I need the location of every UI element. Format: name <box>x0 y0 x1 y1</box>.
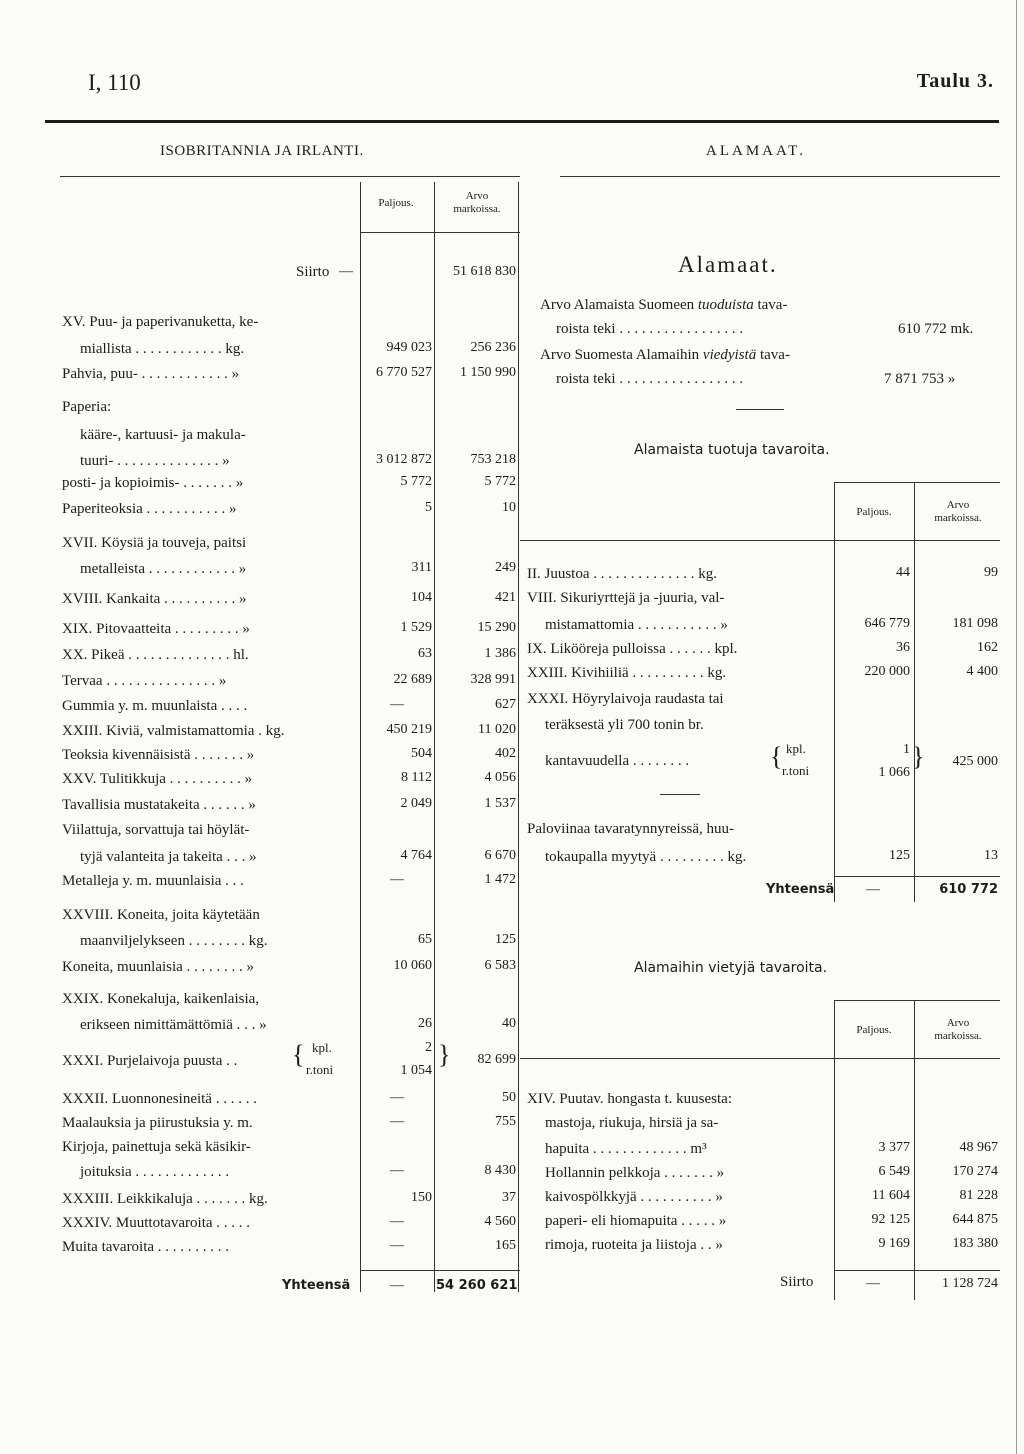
row-value: 1 386 <box>484 646 516 661</box>
imports-title: Alamaista tuotuja tavaroita. <box>634 442 830 458</box>
row-label: maanviljelykseen . . . . . . . . kg. <box>80 933 268 949</box>
row-label: Pahvia, puu- . . . . . . . . . . . . » <box>62 366 240 382</box>
row-value: 37 <box>502 1190 516 1205</box>
row-qty: 22 689 <box>393 672 432 687</box>
row-value: 4 560 <box>484 1214 516 1229</box>
row-qty: 2 049 <box>400 796 432 811</box>
row-label: XV. Puu- ja paperivanuketta, ke- <box>62 314 259 330</box>
row-label: kantavuudella . . . . . . . . <box>545 753 690 769</box>
exp-siirto-rule <box>834 1270 1000 1271</box>
row-value: 256 236 <box>470 340 516 355</box>
row-value: 4 400 <box>966 664 998 679</box>
row-value: 421 <box>495 590 516 605</box>
row-label: Viilattuja, sorvattuja tai höylät- <box>62 822 250 838</box>
imp-total-label: Yhteensä <box>766 882 835 897</box>
hoyry-value: 425 000 <box>952 754 998 769</box>
exp-head-bottom-rule <box>520 1058 1000 1059</box>
row-qty: 450 219 <box>386 722 432 737</box>
row-qty: — <box>390 1238 404 1253</box>
purje-brace-left: { <box>292 1040 305 1069</box>
row-label: VIII. Sikuriyrttejä ja -juuria, val- <box>527 590 725 606</box>
row-label: mastoja, riukuja, hirsiä ja sa- <box>545 1115 719 1131</box>
row-value: 13 <box>984 848 998 863</box>
row-qty: 36 <box>896 640 910 655</box>
row-value: 8 430 <box>484 1163 516 1178</box>
left-header-rule <box>60 176 520 177</box>
row-label: joituksia . . . . . . . . . . . . . <box>80 1164 230 1180</box>
row-qty: — <box>390 1163 404 1178</box>
row-value: 48 967 <box>959 1140 998 1155</box>
siirto-value: 51 618 830 <box>453 264 516 279</box>
imp-total-qty: — <box>866 882 880 897</box>
row-value: 165 <box>495 1238 516 1253</box>
left-vline-1 <box>360 182 361 1292</box>
row-label: posti- ja kopioimis- . . . . . . . » <box>62 475 244 491</box>
row-label: Tervaa . . . . . . . . . . . . . . . » <box>62 673 227 689</box>
row-value: 402 <box>495 746 516 761</box>
row-value: 50 <box>502 1090 516 1105</box>
intro-1i: tuoduista <box>697 297 754 313</box>
row-qty: 6 549 <box>878 1164 910 1179</box>
intro-1a: Arvo Alamaista Suomeen <box>540 297 698 313</box>
intro-line-1 <box>540 297 787 314</box>
left-total-rule <box>360 1270 520 1271</box>
row-label: kaivospölkkyjä . . . . . . . . . . » <box>545 1189 723 1205</box>
page-number: I, 110 <box>88 70 141 95</box>
row-qty: — <box>390 697 404 712</box>
row-label: XXVIII. Koneita, joita käytetään <box>62 907 260 923</box>
row-value: 4 056 <box>484 770 516 785</box>
row-qty: 504 <box>411 746 432 761</box>
row-value: 99 <box>984 565 998 580</box>
purje-value: 82 699 <box>477 1052 516 1067</box>
row-value: 125 <box>495 932 516 947</box>
row-label: Paperiteoksia . . . . . . . . . . . » <box>62 501 237 517</box>
row-label: teräksestä yli 700 tonin br. <box>545 717 704 733</box>
row-value: 1 150 990 <box>460 365 516 380</box>
row-label: IX. Likööreja pulloissa . . . . . . kpl. <box>527 641 738 657</box>
hoyry-qty-kpl: 1 <box>903 742 910 757</box>
left-total-value: 54 260 621 <box>436 1278 518 1293</box>
row-label: XXXI. Purjelaivoja puusta . . <box>62 1053 238 1069</box>
row-label: erikseen nimittämättömiä . . . » <box>80 1017 267 1033</box>
row-qty: 6 770 527 <box>376 365 432 380</box>
right-section-header: ALAMAAT. <box>706 143 806 159</box>
row-label: XVIII. Kankaita . . . . . . . . . . » <box>62 591 247 607</box>
row-value: 181 098 <box>952 616 998 631</box>
page-edge <box>1016 0 1017 1454</box>
row-label: Tavallisia mustatakeita . . . . . . » <box>62 797 256 813</box>
row-qty: 3 012 872 <box>376 452 432 467</box>
purje-unit-toni: r.toni <box>306 1062 334 1077</box>
row-value: 162 <box>977 640 998 655</box>
row-value: 11 020 <box>478 722 516 737</box>
row-qty: 11 604 <box>872 1188 910 1203</box>
row-value: 627 <box>495 697 516 712</box>
row-label: XXIII. Kiviä, valmistamattomia . kg. <box>62 723 285 739</box>
hoyry-brace-right: } <box>912 742 925 771</box>
row-label: XIX. Pitovaatteita . . . . . . . . . » <box>62 621 250 637</box>
row-label: Koneita, muunlaisia . . . . . . . . » <box>62 959 255 975</box>
row-label: Teoksia kivennäisistä . . . . . . . » <box>62 747 255 763</box>
row-label: Muita tavaroita . . . . . . . . . . <box>62 1239 230 1255</box>
row-label: XXXIV. Muuttotavaroita . . . . . <box>62 1215 251 1231</box>
row-value: 755 <box>495 1114 516 1129</box>
exp-siirto-qty: — <box>866 1276 880 1291</box>
left-section-header: ISOBRITANNIA JA IRLANTI. <box>160 143 364 159</box>
exp-head-top-rule <box>834 1000 1000 1001</box>
row-value: 170 274 <box>952 1164 998 1179</box>
row-qty: 125 <box>889 848 910 863</box>
imp-col-val-header <box>916 499 1000 525</box>
imp-vline-2 <box>914 482 915 902</box>
purje-qty-toni: 1 054 <box>400 1063 432 1078</box>
row-qty: 4 764 <box>400 848 432 863</box>
intro-line-2: roista teki . . . . . . . . . . . . . . . . . <box>556 321 744 337</box>
left-colhead-rule <box>360 232 520 233</box>
intro-3b: tava- <box>756 347 790 363</box>
row-label: hapuita . . . . . . . . . . . . . m³ <box>545 1141 707 1157</box>
row-qty: 1 529 <box>400 620 432 635</box>
row-label: XIV. Puutav. hongasta t. kuusesta: <box>527 1091 732 1107</box>
exp-siirto-label: Siirto <box>780 1274 814 1290</box>
imp-head-bottom-rule <box>520 540 1000 541</box>
row-label: XX. Pikeä . . . . . . . . . . . . . . hl. <box>62 647 249 663</box>
exports-title: Alamaihin vietyjä tavaroita. <box>634 960 828 976</box>
row-label: XXV. Tulitikkuja . . . . . . . . . . » <box>62 771 253 787</box>
row-value: 40 <box>502 1016 516 1031</box>
siirto-label: Siirto <box>296 264 330 280</box>
row-qty: 150 <box>411 1190 432 1205</box>
left-vline-3 <box>518 182 519 1292</box>
row-label: XXXI. Höyrylaivoja raudasta tai <box>527 691 724 707</box>
left-col-qty-header: Paljous. <box>378 197 414 209</box>
row-label: XXIII. Kivihiiliä . . . . . . . . . . kg. <box>527 665 727 681</box>
row-value: 183 380 <box>952 1236 998 1251</box>
alamaat-title: Alamaat. <box>678 252 778 277</box>
row-value: 328 991 <box>470 672 516 687</box>
row-qty: 311 <box>411 560 432 575</box>
left-total-qty: — <box>390 1278 404 1293</box>
intro-line-3 <box>540 347 790 364</box>
row-label: XVII. Köysiä ja touveja, paitsi <box>62 535 247 551</box>
row-qty: 646 779 <box>864 616 910 631</box>
exp-vline-2 <box>914 1000 915 1300</box>
row-qty: 5 772 <box>400 474 432 489</box>
row-qty: 9 169 <box>878 1236 910 1251</box>
hoyry-rule <box>660 794 700 795</box>
row-value: 6 670 <box>484 848 516 863</box>
row-qty: — <box>390 1114 404 1129</box>
row-label: Metalleja y. m. muunlaisia . . . <box>62 873 244 889</box>
table-number: Taulu 3. <box>916 70 994 92</box>
row-label: II. Juustoa . . . . . . . . . . . . . . kg. <box>527 566 717 582</box>
intro-rule <box>736 409 784 410</box>
intro-value-1: 610 772 mk. <box>898 321 974 337</box>
intro-3i: viedyistä <box>702 347 757 363</box>
row-label: XXXII. Luonnonesineitä . . . . . . <box>62 1091 257 1107</box>
hoyry-unit-toni: r.toni <box>782 763 810 778</box>
intro-1b: tava- <box>753 297 788 313</box>
row-qty: — <box>390 872 404 887</box>
row-label: tokaupalla myytyä . . . . . . . . . kg. <box>545 849 747 865</box>
row-qty: 44 <box>896 565 910 580</box>
row-value: 1 472 <box>484 872 516 887</box>
row-label: XXIX. Konekaluja, kaikenlaisia, <box>62 991 260 1007</box>
exp-col-val-line1: Arvo <box>946 1017 970 1029</box>
exp-vline-1 <box>834 1000 835 1300</box>
row-value: 753 218 <box>470 452 516 467</box>
right-header-rule <box>560 176 1000 177</box>
row-qty: 26 <box>418 1016 432 1031</box>
row-label: mistamattomia . . . . . . . . . . . » <box>545 617 728 633</box>
hoyry-qty-toni: 1 066 <box>878 765 910 780</box>
row-value: 5 772 <box>484 474 516 489</box>
row-qty: 65 <box>418 932 432 947</box>
hoyry-unit-kpl: kpl. <box>786 741 806 756</box>
row-label: kääre-, kartuusi- ja makula- <box>80 427 246 443</box>
imp-head-top-rule <box>834 482 1000 483</box>
exp-col-val-line2: markoissa. <box>934 1030 982 1042</box>
row-label: Paloviinaa tavaratynnyreissä, huu- <box>527 821 735 837</box>
row-qty: — <box>390 1214 404 1229</box>
imp-vline-1 <box>834 482 835 902</box>
row-qty: 104 <box>411 590 432 605</box>
row-qty: 92 125 <box>871 1212 910 1227</box>
row-qty: 8 112 <box>401 770 432 785</box>
row-label: tyjä valanteita ja takeita . . . » <box>80 849 257 865</box>
row-qty: 63 <box>418 646 432 661</box>
exp-col-qty-header: Paljous. <box>856 1024 892 1036</box>
col-val-line2: markoissa. <box>453 203 501 215</box>
purje-qty-kpl: 2 <box>425 1040 432 1055</box>
top-rule <box>45 120 999 123</box>
purje-unit-kpl: kpl. <box>312 1040 332 1055</box>
hoyry-brace-left: { <box>770 742 783 771</box>
col-val-line1: Arvo <box>465 190 489 202</box>
purje-brace-right: } <box>438 1040 451 1069</box>
row-label: Paperia: <box>62 399 112 415</box>
row-label: XXXIII. Leikkikaluja . . . . . . . kg. <box>62 1191 268 1207</box>
intro-line-4: roista teki . . . . . . . . . . . . . . . . . <box>556 371 744 387</box>
row-label: metalleista . . . . . . . . . . . . » <box>80 561 247 577</box>
exp-col-val-header <box>916 1017 1000 1043</box>
intro-3a: Arvo Suomesta Alamaihin <box>540 347 703 363</box>
row-label: tuuri- . . . . . . . . . . . . . . » <box>80 453 230 469</box>
row-qty: 949 023 <box>386 340 432 355</box>
row-label: Hollannin pelkkoja . . . . . . . » <box>545 1165 725 1181</box>
row-qty: — <box>390 1090 404 1105</box>
siirto-qty: — <box>339 264 353 279</box>
row-label: Kirjoja, painettuja sekä käsikir- <box>62 1139 251 1155</box>
row-label: rimoja, ruoteita ja liistoja . . » <box>545 1237 723 1253</box>
row-qty: 10 060 <box>393 958 432 973</box>
left-total-label: Yhteensä <box>282 1278 351 1293</box>
imp-total-rule <box>834 876 1000 877</box>
row-label: Gummia y. m. muunlaista . . . . <box>62 698 248 714</box>
row-value: 10 <box>502 500 516 515</box>
imp-total-value: 610 772 <box>939 882 998 897</box>
row-value: 644 875 <box>952 1212 998 1227</box>
row-value: 1 537 <box>484 796 516 811</box>
left-vline-2 <box>434 182 435 1292</box>
exp-siirto-value: 1 128 724 <box>942 1276 998 1291</box>
imp-col-qty-header: Paljous. <box>856 506 892 518</box>
row-qty: 3 377 <box>878 1140 910 1155</box>
row-value: 249 <box>495 560 516 575</box>
row-value: 15 290 <box>477 620 516 635</box>
row-qty: 220 000 <box>864 664 910 679</box>
row-value: 6 583 <box>484 958 516 973</box>
intro-value-2: 7 871 753 » <box>884 371 956 387</box>
imp-col-val-line2: markoissa. <box>934 512 982 524</box>
row-label: miallista . . . . . . . . . . . . kg. <box>80 341 245 357</box>
row-qty: 5 <box>425 500 432 515</box>
row-value: 81 228 <box>959 1188 998 1203</box>
left-col-val-header <box>437 190 517 216</box>
row-label: Maalauksia ja piirustuksia y. m. <box>62 1115 253 1131</box>
row-label: paperi- eli hiomapuita . . . . . » <box>545 1213 727 1229</box>
imp-col-val-line1: Arvo <box>946 499 970 511</box>
